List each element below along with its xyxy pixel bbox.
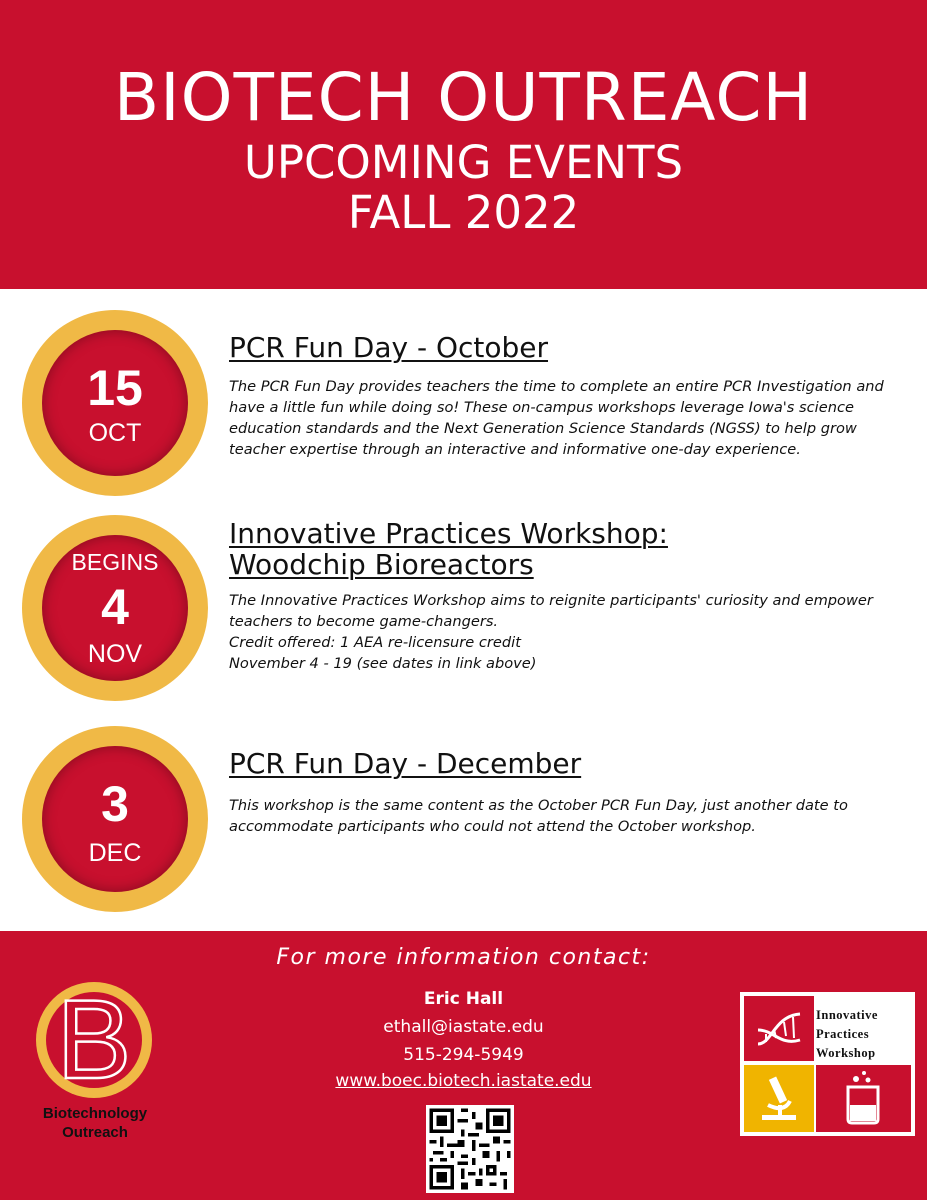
date-day: 4: [101, 579, 129, 635]
title-colon: :: [658, 517, 668, 550]
date-month: DEC: [88, 839, 142, 867]
date-badge-inner: [42, 746, 188, 892]
contact-name: Eric Hall: [423, 989, 504, 1009]
ipw-logo-line: Workshop: [816, 1046, 876, 1060]
page-subtitle-season: FALL 2022: [347, 186, 580, 239]
date-day: 3: [101, 776, 129, 832]
outreach-logo-text: [20, 1104, 170, 1142]
date-prefix: BEGINS: [71, 549, 159, 575]
event-title-link[interactable]: PCR Fun Day - December: [229, 747, 582, 780]
beaker-icon: [816, 1065, 911, 1132]
event-description: [229, 590, 909, 674]
logo-letter: B: [56, 980, 132, 1100]
date-badge-oct: [22, 310, 208, 496]
website-link[interactable]: www.boec.biotech.iastate.edu: [335, 1071, 592, 1091]
logo-text-line: Outreach: [62, 1124, 128, 1141]
page-subtitle-events: UPCOMING EVENTS: [243, 136, 684, 189]
date-badge-inner: [42, 330, 188, 476]
description-line: Credit offered: 1 AEA re-licensure credit: [229, 634, 521, 651]
date-badge-dec: [22, 726, 208, 912]
event-description: [229, 376, 909, 460]
microscope-icon: [744, 1065, 814, 1132]
description-line: This workshop is the same content as the October PCR Fun Day, just another date to: [229, 797, 848, 814]
date-badge-inner: [42, 535, 188, 681]
dna-icon: [744, 996, 814, 1061]
ipw-logo-line: Practices: [816, 1027, 870, 1041]
event-title-link[interactable]: PCR Fun Day - October: [229, 331, 549, 364]
contact-heading: For more information contact:: [276, 945, 651, 970]
contact-email[interactable]: ethall@iastate.edu: [383, 1017, 544, 1037]
description-line: The PCR Fun Day provides teachers the time to complete an entire PCR Investigation and: [229, 378, 884, 395]
event-title-link[interactable]: Innovative Practices Workshop: [229, 517, 659, 550]
description-line: The Innovative Practices Workshop aims to reignite participants' curiosity and empower: [229, 592, 873, 609]
date-badge-nov: [22, 515, 208, 701]
ipw-logo-text: [816, 1006, 878, 1063]
innovative-practices-workshop-logo: [740, 992, 915, 1136]
header-banner: [0, 0, 927, 289]
date-month: OCT: [88, 419, 142, 447]
contact-phone: 515-294-5949: [403, 1045, 524, 1065]
event-title-line1: [229, 519, 668, 549]
qr-code-icon[interactable]: [426, 1105, 514, 1193]
date-day: 15: [87, 360, 143, 416]
description-line: teacher expertise through an interactive and informative one-day experience.: [229, 441, 801, 458]
event-title-link-line2[interactable]: Woodchip Bioreactors: [229, 548, 534, 581]
description-line: teachers to become game-changers.: [229, 613, 499, 630]
logo-text-line: Biotechnology: [42, 1105, 148, 1122]
biotechnology-outreach-logo: [34, 980, 154, 1100]
event-description: [229, 795, 909, 837]
ipw-logo-line: Innovative: [816, 1008, 878, 1022]
description-line: accommodate participants who could not attend the October workshop.: [229, 818, 756, 835]
page-title: BIOTECH OUTREACH: [113, 59, 814, 136]
description-line: November 4 - 19 (see dates in link above): [229, 655, 537, 672]
date-month: NOV: [87, 640, 143, 668]
description-line: have a little fun while doing so! These on-campus workshops leverage Iowa's science: [229, 399, 854, 416]
description-line: education standards and the Next Generation Science Standards (NGSS) to help grow: [229, 420, 857, 437]
